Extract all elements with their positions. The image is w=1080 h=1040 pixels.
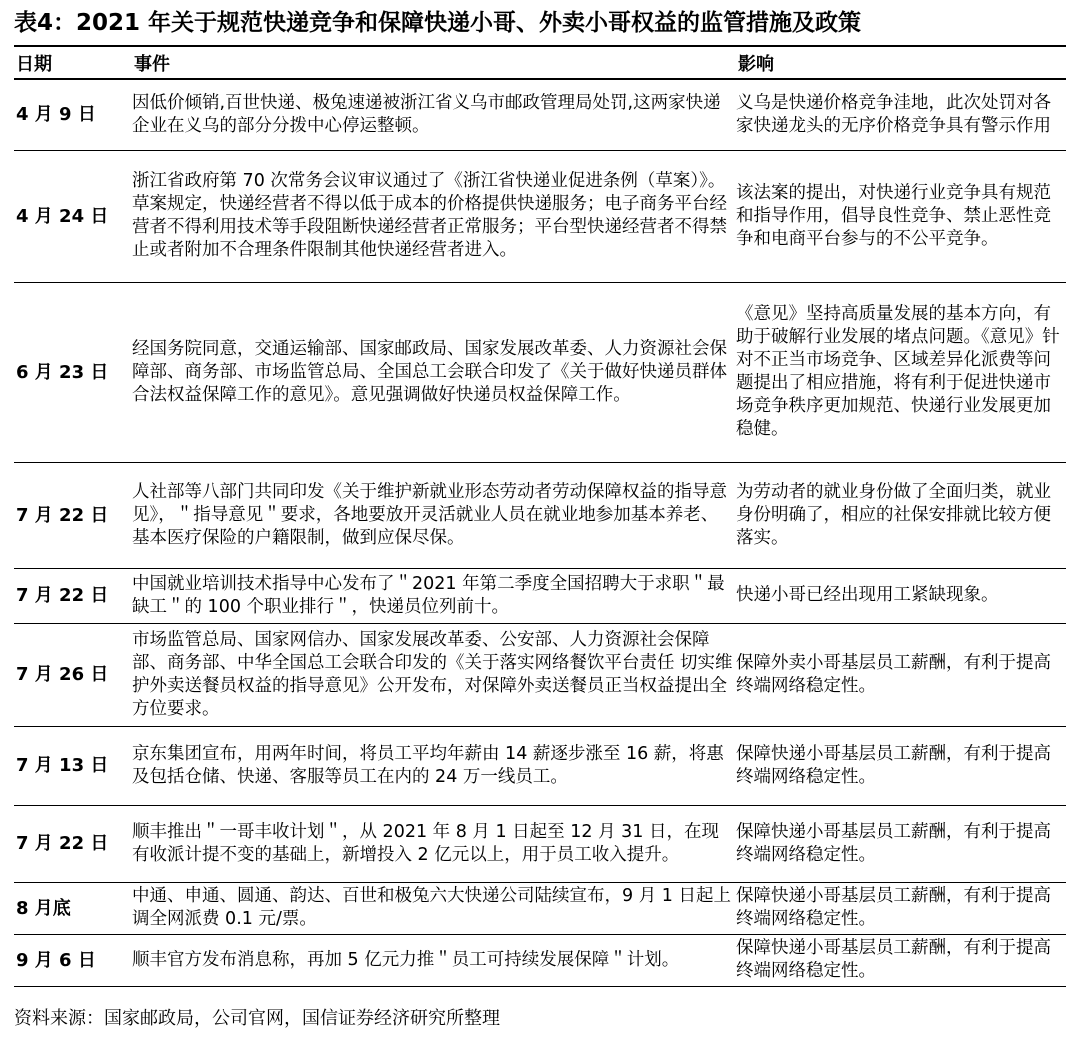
row-event: 中国就业培训技术指导中心发布了＂2021 年第二季度全国招聘大于求职＂最缺工＂的 100 个职业排行＂，快递员位列前十。 [132,573,725,617]
table-row [14,882,1066,934]
table-title: 表4：2021 年关于规范快递竞争和保障快递小哥、外卖小哥权益的监管措施及政策 [14,10,862,36]
table-row [14,282,1066,462]
table-header-row [14,48,1066,79]
source-note: 资料来源：国家邮政局，公司官网，国信证券经济研究所整理 [14,1008,500,1029]
row-impact: 保障外卖小哥基层员工薪酬，有利于提高终端网络稳定性。 [736,652,1051,696]
table-row [14,568,1066,623]
table-row [14,462,1066,568]
row-date: 6 月 23 日 [16,361,109,383]
row-date: 4 月 24 日 [16,205,109,227]
table-row [14,726,1066,805]
header-event: 事件 [134,54,170,75]
row-date: 7 月 13 日 [16,755,109,776]
header-impact: 影响 [738,54,774,75]
row-date: 4 月 9 日 [16,104,96,126]
row-impact: 义乌是快递价格竞争洼地，此次处罚对各家快递龙头的无序价格竞争具有警示作用 [736,92,1051,136]
row-impact: 该法案的提出，对快递行业竞争具有规范和指导作用，倡导良性竞争、禁止恶性竞争和电商平台参与的不公平竞争。 [736,182,1051,249]
row-date: 7 月 22 日 [16,585,109,606]
row-impact: 为劳动者的就业身份做了全面归类，就业身份明确了，相应的社保安排就比较方便落实。 [736,481,1051,548]
row-impact: 保障快递小哥基层员工薪酬，有利于提高终端网络稳定性。 [736,821,1051,865]
row-date: 9 月 6 日 [16,949,96,971]
row-impact: 保障快递小哥基层员工薪酬，有利于提高终端网络稳定性。 [736,886,1051,929]
row-event: 浙江省政府第 70 次常务会议审议通过了《浙江省快递业促进条例（草案）》。草案规定，快递经营者不得以低于成本的价格提供快递服务；电子商务平台经营者不得利用技术等手段阻断快递经营者正常服务；平台型快递经营者不得禁止或者附加不合理条件限制其他快递经营者进入。 [132,171,727,260]
row-impact: 快递小哥已经出现用工紧缺现象。 [736,585,999,605]
row-date: 8 月底 [16,897,71,919]
row-date: 7 月 22 日 [16,833,109,854]
table-row [14,623,1066,726]
header-date: 日期 [16,54,52,75]
row-event: 因低价倾销,百世快递、极兔速递被浙江省义乌市邮政管理局处罚,这两家快递企业在义乌的部分分拨中心停运整顿。 [132,92,721,136]
row-event: 经国务院同意，交通运输部、国家邮政局、国家发展改革委、人力资源社会保障部、商务部、市场监管总局、全国总工会联合印发了《关于做好快递员群体合法权益保障工作的意见》。意见强调做好快递员权益保障工作。 [132,338,727,405]
row-event: 市场监管总局、国家网信办、国家发展改革委、公安部、人力资源社会保障部、商务部、中华全国总工会联合印发的《关于落实网络餐饮平台责任 切实维护外卖送餐员权益的指导意见》公开发布，对保障外卖送餐员正当权益提出全方位要求。 [132,629,733,719]
row-event: 中通、申通、圆通、韵达、百世和极兔六大快递公司陆续宣布，9 月 1 日起上调全网派费 0.1 元/票。 [132,886,731,929]
table-row [14,150,1066,282]
row-date: 7 月 22 日 [16,504,109,526]
table-row [14,934,1066,986]
top-rule [14,45,1066,47]
row-impact: 《意见》坚持高质量发展的基本方向，有助于破解行业发展的堵点问题。《意见》针对不正当市场竞争、区域差异化派费等问题提出了相应措施，将有利于促进快递市场竞争秩序更加规范、快递行业发展更加稳健。 [736,304,1060,439]
row-event: 京东集团宣布，用两年时间，将员工平均年薪由 14 薪逐步涨至 16 薪，将惠及包括仓储、快递、客服等员工在内的 24 万一线员工。 [132,743,724,787]
table-row [14,79,1066,150]
row-date: 7 月 26 日 [16,664,109,685]
row-event: 顺丰推出＂一哥丰收计划＂，从 2021 年 8 月 1 日起至 12 月 31 日，在现有收派计提不变的基础上，新增投入 2 亿元以上，用于员工收入提升。 [132,821,719,865]
row-event: 人社部等八部门共同印发《关于维护新就业形态劳动者劳动保障权益的指导意见》，＂指导意见＂要求，各地要放开灵活就业人员在就业地参加基本养老、基本医疗保险的户籍限制，做到应保尽保。 [132,481,727,548]
row-impact: 保障快递小哥基层员工薪酬，有利于提高终端网络稳定性。 [736,938,1051,981]
table-row [14,805,1066,882]
policy-table [14,48,1066,987]
row-impact: 保障快递小哥基层员工薪酬，有利于提高终端网络稳定性。 [736,743,1051,787]
row-event: 顺丰官方发布消息称，再加 5 亿元力推＂员工可持续发展保障＂计划。 [132,949,680,970]
